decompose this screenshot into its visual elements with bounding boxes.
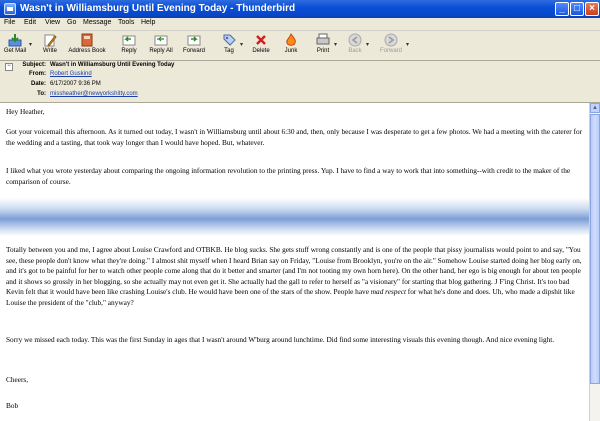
tag-icon: [222, 33, 236, 47]
signature: Bob: [6, 401, 19, 410]
back-button[interactable]: Back ▾: [346, 33, 364, 54]
forward-icon: [187, 33, 201, 47]
message-header-pane: [0, 61, 600, 103]
back-arrow-icon: [348, 33, 362, 47]
forward-nav-button[interactable]: Forward ▾: [378, 33, 404, 54]
thunderbird-app-icon[interactable]: [4, 3, 16, 15]
chevron-down-icon[interactable]: ▾: [333, 42, 337, 48]
menu-bar: [0, 18, 600, 31]
vertical-scrollbar[interactable]: [589, 103, 600, 421]
closing: Cheers,: [6, 375, 29, 384]
delete-button[interactable]: Delete: [250, 33, 272, 54]
menu-edit[interactable]: Edit: [24, 19, 37, 26]
forward-arrow-icon: [384, 33, 398, 47]
scroll-up-icon[interactable]: ▲: [590, 103, 600, 113]
menu-help[interactable]: Help: [141, 19, 156, 26]
forward-button[interactable]: Forward: [181, 33, 207, 54]
to-label: To:: [37, 91, 46, 97]
reply-all-icon: [154, 33, 168, 47]
printer-icon: [316, 33, 330, 47]
subject-value: Wasn't in Williamsburg Until Evening Today: [50, 62, 175, 68]
date-row: [0, 81, 600, 90]
from-label: From:: [29, 71, 46, 77]
junk-button[interactable]: Junk: [282, 33, 300, 54]
message-body[interactable]: [0, 103, 589, 421]
menu-view[interactable]: View: [45, 19, 61, 26]
delete-x-icon: [254, 33, 268, 47]
tag-button[interactable]: Tag ▾: [220, 33, 238, 54]
inbox-download-icon: [8, 33, 22, 47]
reply-all-button[interactable]: Reply All: [147, 33, 175, 54]
close-button[interactable]: ×: [585, 2, 599, 16]
reply-icon: [122, 33, 136, 47]
chevron-down-icon[interactable]: ▾: [405, 42, 409, 48]
get-mail-button[interactable]: Get Mail ▾: [3, 33, 27, 54]
to-link[interactable]: missheather@newyorkshitty.com: [50, 91, 138, 97]
main-toolbar: [0, 31, 600, 61]
mad-respect-emphasis: mad respect: [370, 287, 406, 297]
junk-flame-icon: [284, 33, 298, 47]
subject-row: [0, 62, 600, 71]
print-button[interactable]: Print ▾: [314, 33, 332, 54]
reply-button[interactable]: Reply: [119, 33, 139, 54]
title-bar: [0, 0, 600, 18]
window-title: Wasn't in Williamsburg Until Evening Today - Thunderbird: [20, 3, 296, 14]
menu-file[interactable]: File: [4, 19, 16, 26]
collapse-headers-toggle[interactable]: −: [5, 63, 13, 71]
date-label: Date:: [30, 81, 46, 87]
paragraph-2: I liked what you wrote yesterday about comparing the ongoing information revolution to the printing press. Yup. I have to find a way to work that into something--with credit to the maker of the comparison of course.: [6, 166, 571, 186]
menu-go[interactable]: Go: [67, 19, 77, 26]
greeting: Hey Heather,: [6, 107, 45, 116]
menu-tools[interactable]: Tools: [118, 19, 135, 26]
chevron-down-icon[interactable]: ▾: [365, 42, 369, 48]
address-book-icon: [80, 33, 94, 47]
pencil-icon: [43, 33, 57, 47]
menu-message[interactable]: Message: [83, 19, 112, 26]
from-row: [0, 71, 600, 80]
address-book-button[interactable]: Address Book: [68, 33, 106, 54]
paragraph-3: Totally between you and me, I agree about Louise Crawford and OTBKB. He blog sucks. She gets stuff wrong constantly and is one of the people that pissy journalists would point to and say, "You see, these people don't know what they're doing." I almost shit myself when I heard Brian say on Friday, "Louise from Brooklyn, you're on the air." Somehow Louise started doing her blog early on, and it's got to be painful for her to watch other people come along that do it better and smarter (and I'm not tooting my own horn here). On the other hand, her ego is big enough for about ten people and it shows so grossly in her blogging, so she actually may not even get it. She actually had the gall to refer to herself as "a visionary" for starting that blog gathering. J F'ing Christ. It's too bad Kevin felt that it would have been like crashing Louise's club. He would have been one of the stars of the show. People have mad respect for what he's done and does. Uh, who made a dipshit like Louise the president of the "club," anyway?: [6, 245, 582, 307]
date-value: 6/17/2007 9:36 PM: [50, 81, 101, 87]
write-button[interactable]: Write: [38, 33, 62, 54]
chevron-down-icon[interactable]: ▾: [239, 42, 243, 48]
maximize-button[interactable]: □: [570, 2, 584, 16]
image-placeholder-band: [0, 198, 589, 236]
chevron-down-icon[interactable]: ▾: [28, 42, 32, 48]
subject-label: Subject:: [22, 62, 46, 68]
to-row: [0, 91, 600, 100]
from-link[interactable]: Robert Guskind: [50, 71, 92, 77]
scrollbar-thumb[interactable]: [590, 114, 600, 384]
minimize-button[interactable]: _: [555, 2, 569, 16]
paragraph-1: Got your voicemail this afternoon. As it turned out today, I wasn't in Williamsburg until about 6:30 and, then, only because I was desperate to get a few photos. We had a meeting with the caterer for the wedding and a tasting, that took way longer than I would have hoped. But, whatever.: [6, 127, 583, 147]
paragraph-4: Sorry we missed each today. This was the first Sunday in ages that I wasn't around W'burg around lunchtime. Did find some interesting visuals this evening though. And nice evening light.: [6, 335, 555, 344]
